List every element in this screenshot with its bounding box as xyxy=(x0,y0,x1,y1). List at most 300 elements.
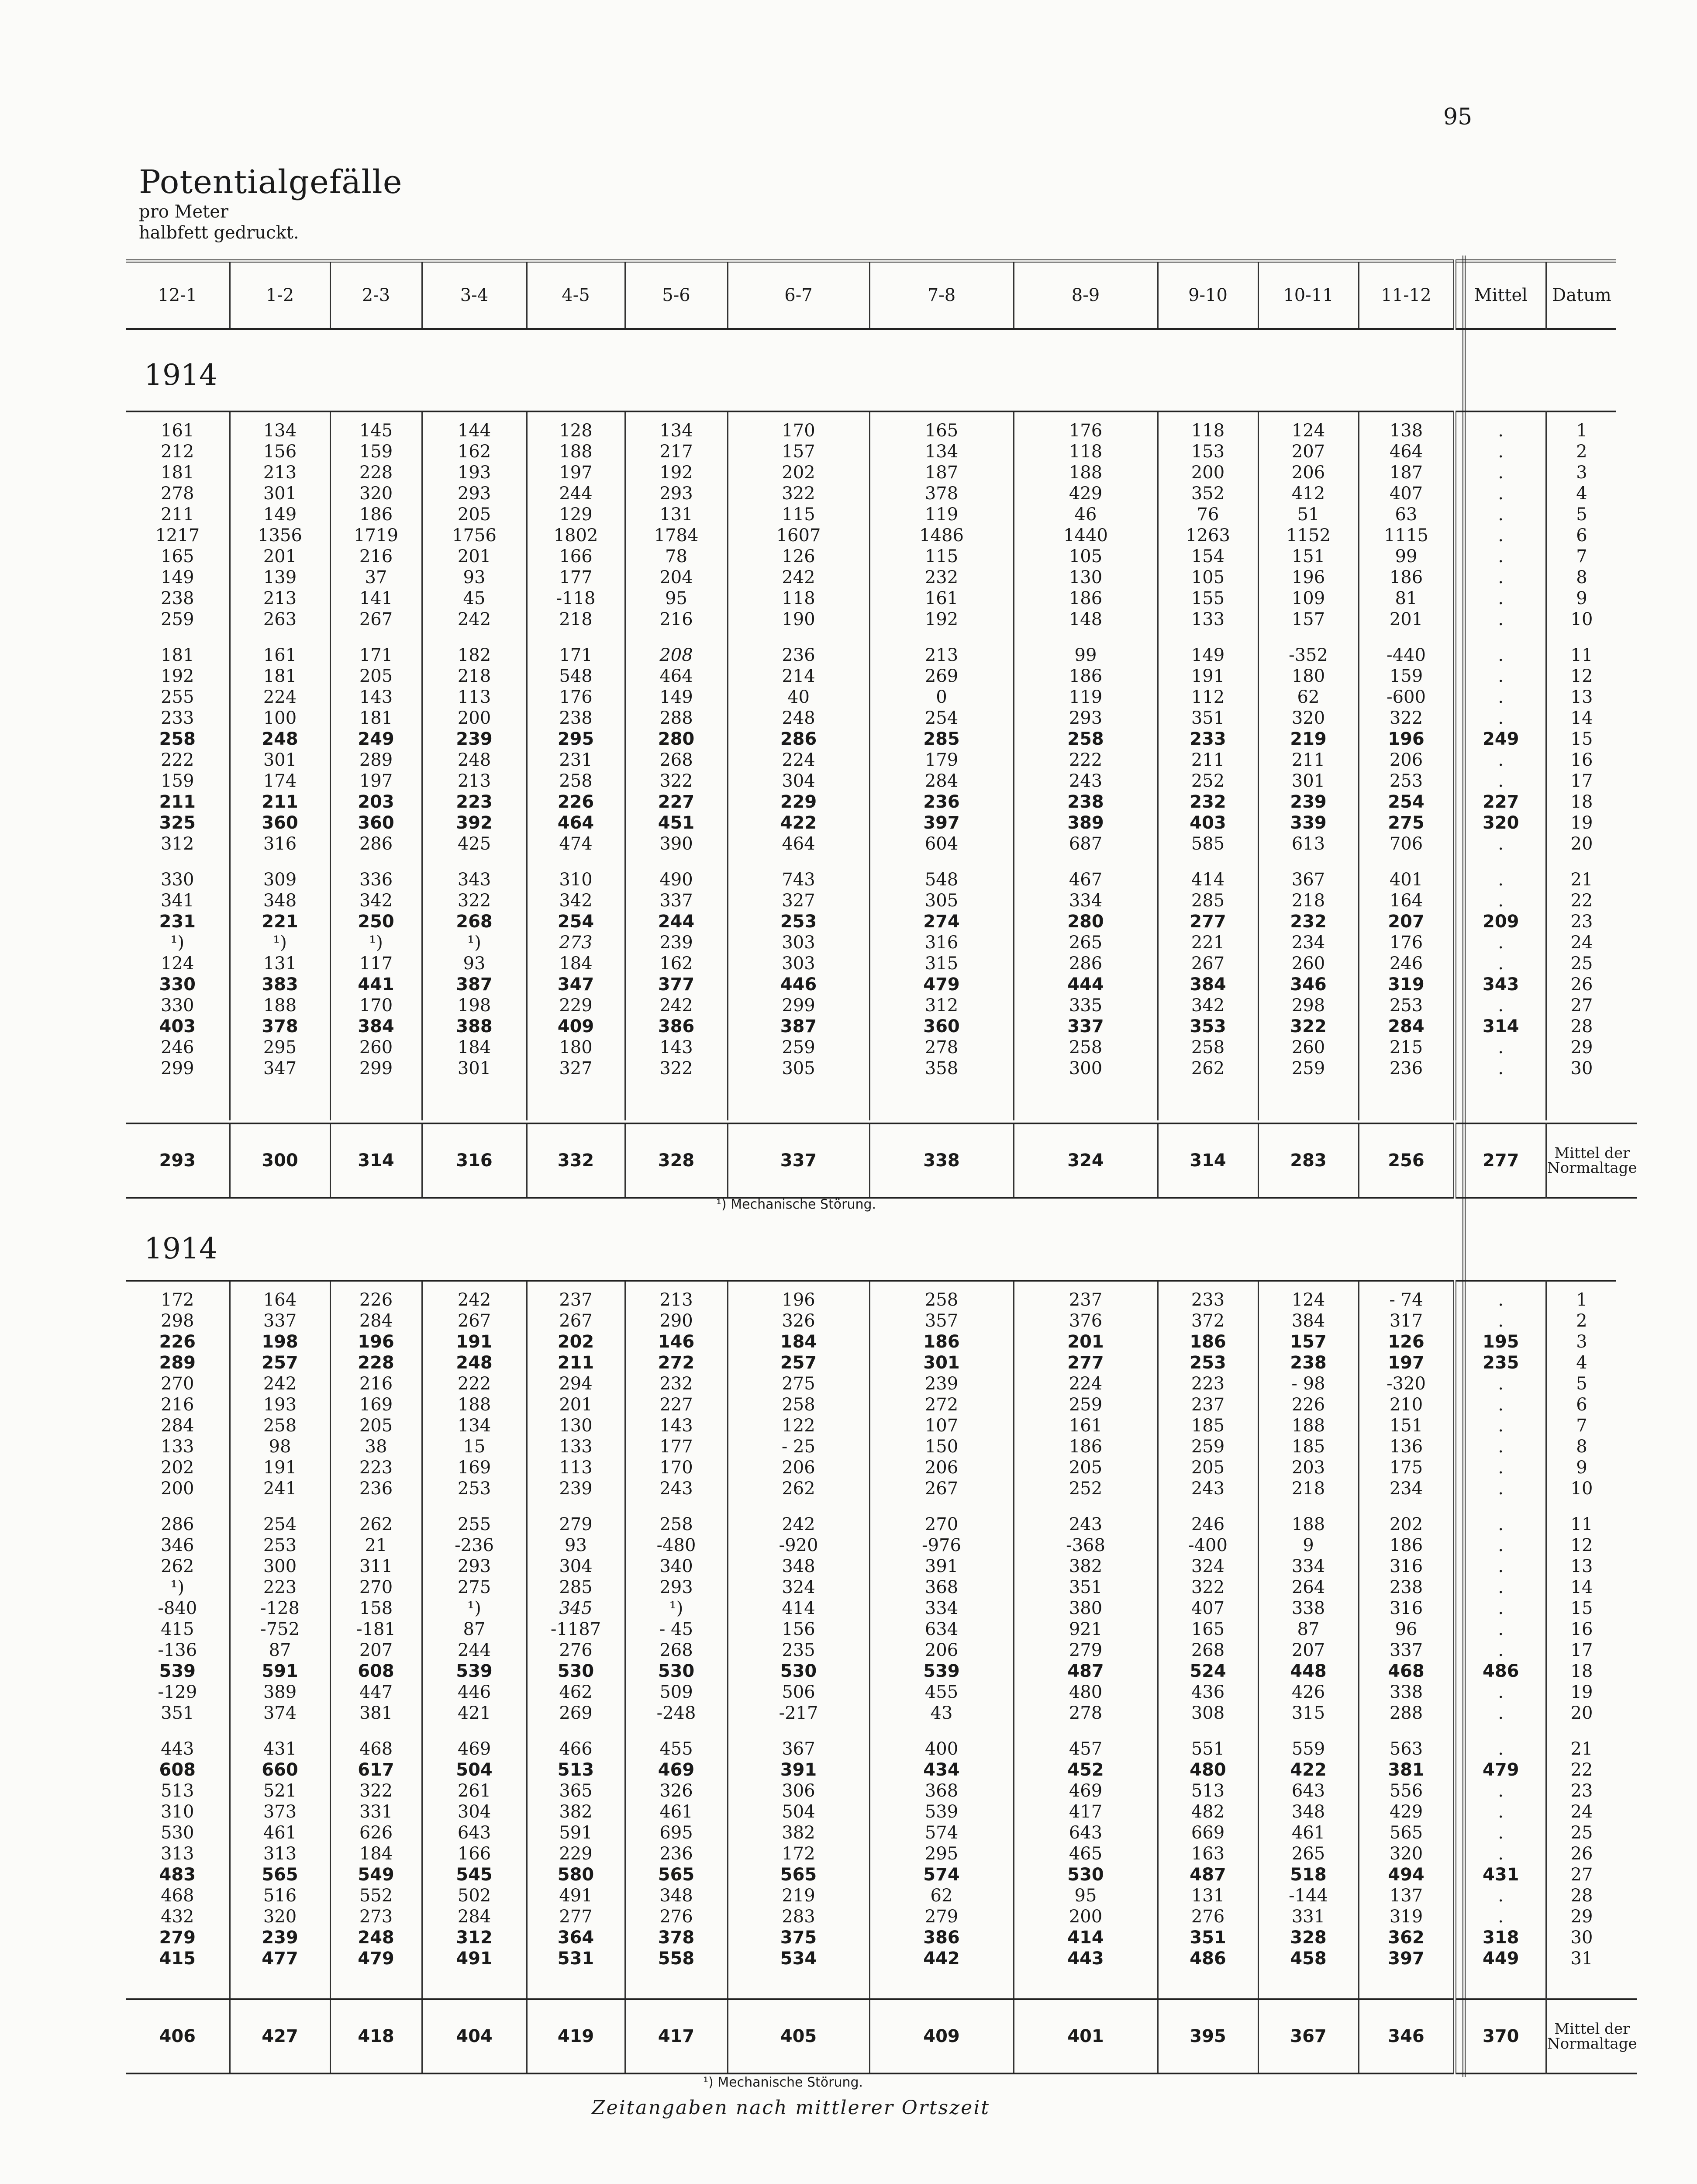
table-cell: 126 xyxy=(728,546,869,567)
table-cell: 186 xyxy=(1158,1331,1258,1352)
table-cell: 200 xyxy=(161,1479,194,1499)
table-cell: 118 xyxy=(1014,441,1158,462)
table-cell: 93 xyxy=(422,953,527,974)
table-cell: -400 xyxy=(1158,1535,1258,1556)
table-cell: -440 xyxy=(1359,645,1455,666)
table-cell: 202 xyxy=(1359,1514,1455,1535)
table-cell: 243 xyxy=(625,1478,728,1499)
table-cell: 504 xyxy=(728,1801,869,1822)
table-cell: 1802 xyxy=(527,525,625,546)
table-cell: 184 xyxy=(527,953,625,974)
table-cell: 5 xyxy=(1546,504,1616,525)
table-cell: 414 xyxy=(728,1598,869,1619)
table-cell: 144 xyxy=(422,420,527,441)
table-cell: 30 xyxy=(1546,1927,1616,1948)
page-number: 95 xyxy=(1443,104,1473,130)
table-cell: 237 xyxy=(1014,1289,1158,1310)
table-cell: 258 xyxy=(527,771,625,791)
table-cell: 337 xyxy=(625,890,728,911)
table-cell: 119 xyxy=(1014,687,1158,708)
table-cell: 348 xyxy=(1258,1801,1359,1822)
table-cell: 313 xyxy=(230,1843,330,1864)
table-cell: 179 xyxy=(869,750,1014,771)
table-cell: 216 xyxy=(330,1373,422,1394)
table-cell: 207 xyxy=(1258,1640,1359,1661)
table-cell: - 25 xyxy=(728,1436,869,1457)
table-cell: 400 xyxy=(869,1738,1014,1759)
table-cell: . xyxy=(1455,932,1546,953)
table-row xyxy=(126,1514,1616,1535)
table-cell: . xyxy=(1455,890,1546,911)
table-cell: . xyxy=(1455,546,1546,567)
table-cell: 487 xyxy=(1158,1864,1258,1885)
table-cell: . xyxy=(1455,420,1546,441)
table-cell: . xyxy=(1455,645,1546,666)
table-cell: 267 xyxy=(330,609,422,630)
table-cell: 339 xyxy=(1258,812,1359,833)
table-cell: 293 xyxy=(625,1577,728,1598)
table-cell: 233 xyxy=(161,708,194,728)
table-cell: 159 xyxy=(1359,666,1455,687)
table-cell: 580 xyxy=(527,1864,625,1885)
column-header: 2-3 xyxy=(330,261,422,329)
subtitle-line-2: halbfett gedruckt. xyxy=(139,223,299,243)
table-cell: 113 xyxy=(422,687,527,708)
table-cell: 207 xyxy=(1359,911,1455,932)
table-cell: 468 xyxy=(330,1738,422,1759)
table-cell: 348 xyxy=(625,1885,728,1906)
table-cell: 137 xyxy=(1359,1885,1455,1906)
table-cell: 386 xyxy=(625,1016,728,1037)
table-cell: 222 xyxy=(1014,750,1158,771)
table-cell: 201 xyxy=(422,546,527,567)
table-cell: 62 xyxy=(1258,687,1359,708)
table-cell: 21 xyxy=(330,1535,422,1556)
table-cell: 213 xyxy=(869,645,1014,666)
table-cell: 149 xyxy=(1158,645,1258,666)
table-row xyxy=(126,1885,1616,1906)
table-cell: 422 xyxy=(1258,1759,1359,1780)
table-cell: 325 xyxy=(159,813,196,833)
table-cell: 565 xyxy=(728,1864,869,1885)
table-cell: 197 xyxy=(1359,1352,1455,1373)
table-cell: 687 xyxy=(1014,833,1158,854)
mean-cell: 283 xyxy=(1258,1123,1359,1198)
table-cell: 446 xyxy=(422,1682,527,1703)
table-cell: 226 xyxy=(159,1332,196,1352)
table-cell: 166 xyxy=(422,1843,527,1864)
table-cell: -352 xyxy=(1258,645,1359,666)
table-cell: 136 xyxy=(1359,1436,1455,1457)
table-cell: 301 xyxy=(422,1058,527,1079)
table-cell: 181 xyxy=(161,463,194,483)
table-cell: 96 xyxy=(1359,1619,1455,1640)
table-cell: 1 xyxy=(1546,420,1616,441)
table-cell: . xyxy=(1455,771,1546,791)
table-cell: 275 xyxy=(422,1577,527,1598)
table-row xyxy=(126,504,1616,525)
table-cell: 119 xyxy=(869,504,1014,525)
table-cell: . xyxy=(1455,1906,1546,1927)
table-cell: 643 xyxy=(1014,1822,1158,1843)
table-cell: 382 xyxy=(527,1801,625,1822)
table-cell: 253 xyxy=(230,1535,330,1556)
table-cell: 198 xyxy=(422,995,527,1016)
table-cell: 278 xyxy=(161,484,194,504)
table-cell: 122 xyxy=(728,1415,869,1436)
table-cell: 1 xyxy=(1546,1289,1616,1310)
page-title: Potentialgefälle xyxy=(139,163,403,201)
table-cell: 267 xyxy=(1158,953,1258,974)
table-cell: 293 xyxy=(1014,708,1158,729)
table-cell: 212 xyxy=(161,442,194,462)
table-cell: 316 xyxy=(1359,1598,1455,1619)
table-cell: 190 xyxy=(728,609,869,630)
table-cell: 319 xyxy=(1359,1906,1455,1927)
mean-cell: 405 xyxy=(728,1999,869,2073)
mean-cell: 324 xyxy=(1014,1123,1158,1198)
table-cell: 288 xyxy=(625,708,728,729)
table-cell: 227 xyxy=(1455,791,1546,812)
table-cell: 211 xyxy=(1158,750,1258,771)
table-cell: 252 xyxy=(1014,1478,1158,1499)
table-cell: 360 xyxy=(330,812,422,833)
table-cell: 530 xyxy=(1014,1864,1158,1885)
table-cell: 387 xyxy=(422,974,527,995)
table-row xyxy=(126,1310,1616,1331)
table-cell: ¹) xyxy=(230,932,330,953)
table-cell: 270 xyxy=(869,1514,1014,1535)
table-cell: 105 xyxy=(1014,546,1158,567)
mean-cell: 417 xyxy=(625,1999,728,2073)
table-cell: 343 xyxy=(422,869,527,890)
table-cell: 200 xyxy=(1014,1906,1158,1927)
table-cell: 334 xyxy=(869,1598,1014,1619)
table-cell: 320 xyxy=(230,1906,330,1927)
table-cell: 236 xyxy=(330,1478,422,1499)
table-cell: 26 xyxy=(1546,974,1616,995)
table-cell: 301 xyxy=(1258,771,1359,791)
table-cell: 1719 xyxy=(330,525,422,546)
table-cell: 233 xyxy=(1158,1289,1258,1310)
table-cell: 201 xyxy=(230,546,330,567)
table-cell: 338 xyxy=(1359,1682,1455,1703)
table-cell: - 45 xyxy=(625,1619,728,1640)
table-cell: 626 xyxy=(330,1822,422,1843)
table-row xyxy=(126,1577,1616,1598)
table-cell: 278 xyxy=(1014,1703,1158,1724)
table-cell: 277 xyxy=(1158,911,1258,932)
table-cell: 192 xyxy=(625,462,728,483)
table-cell: 207 xyxy=(330,1640,422,1661)
table-row xyxy=(126,1703,1616,1724)
table-cell: 320 xyxy=(330,483,422,504)
table-cell: 509 xyxy=(625,1682,728,1703)
table-cell: 15 xyxy=(1546,729,1616,750)
table-cell: 273 xyxy=(527,932,625,953)
table-cell: 320 xyxy=(1359,1843,1455,1864)
table-cell: 285 xyxy=(1158,890,1258,911)
column-header: Mittel xyxy=(1455,261,1546,329)
table-cell: 412 xyxy=(1258,483,1359,504)
table-cell: 294 xyxy=(527,1373,625,1394)
table-cell: 322 xyxy=(1158,1577,1258,1598)
table-cell: 238 xyxy=(527,708,625,729)
table-cell: 312 xyxy=(422,1927,527,1948)
table-cell: 226 xyxy=(527,791,625,812)
table-cell: 278 xyxy=(869,1037,1014,1058)
table-cell: 205 xyxy=(422,504,527,525)
table-cell: 275 xyxy=(1359,812,1455,833)
table-cell: 128 xyxy=(527,420,625,441)
table-cell: 265 xyxy=(1014,932,1158,953)
table-cell: 133 xyxy=(1158,609,1258,630)
table-cell: 255 xyxy=(161,687,194,707)
table-cell: 415 xyxy=(161,1619,194,1639)
table-cell: 162 xyxy=(422,441,527,462)
table-cell: 288 xyxy=(1359,1703,1455,1724)
table-cell: 129 xyxy=(527,504,625,525)
table-cell: 337 xyxy=(1359,1640,1455,1661)
table-cell: 295 xyxy=(869,1843,1014,1864)
table-cell: 185 xyxy=(1158,1415,1258,1436)
table-cell: -480 xyxy=(625,1535,728,1556)
table-cell: 134 xyxy=(422,1415,527,1436)
table-cell: . xyxy=(1455,1598,1546,1619)
table-cell: 474 xyxy=(527,833,625,854)
table-cell: 143 xyxy=(625,1037,728,1058)
table-cell: 156 xyxy=(230,441,330,462)
table-cell: 201 xyxy=(1014,1331,1158,1352)
table-cell: -248 xyxy=(625,1703,728,1724)
table-cell: 236 xyxy=(1359,1058,1455,1079)
table-cell: -1187 xyxy=(527,1619,625,1640)
data-table-section-2 xyxy=(126,1280,1616,2011)
table-cell: 348 xyxy=(230,890,330,911)
table-cell: 351 xyxy=(1158,1927,1258,1948)
table-cell: 46 xyxy=(1014,504,1158,525)
table-cell: 3 xyxy=(1546,462,1616,483)
table-cell: 237 xyxy=(1158,1394,1258,1415)
table-cell: 381 xyxy=(1359,1759,1455,1780)
table-cell: 337 xyxy=(230,1310,330,1331)
table-cell: 157 xyxy=(728,441,869,462)
table-cell: 384 xyxy=(330,1016,422,1037)
table-cell: 384 xyxy=(1158,974,1258,995)
table-cell: 486 xyxy=(1455,1661,1546,1682)
table-cell: 322 xyxy=(728,483,869,504)
table-cell: 300 xyxy=(230,1556,330,1577)
table-cell: 229 xyxy=(527,995,625,1016)
table-row xyxy=(126,441,1616,462)
mean-row-section-1 xyxy=(126,1123,1637,1199)
table-cell: 347 xyxy=(230,1058,330,1079)
table-cell: 209 xyxy=(1455,911,1546,932)
table-cell: 530 xyxy=(527,1661,625,1682)
table-row xyxy=(126,1661,1616,1682)
table-cell: 397 xyxy=(869,812,1014,833)
table-cell: 313 xyxy=(161,1844,194,1864)
table-cell: 242 xyxy=(422,609,527,630)
table-cell: 342 xyxy=(330,890,422,911)
table-cell: 177 xyxy=(625,1436,728,1457)
table-cell: 16 xyxy=(1546,750,1616,771)
table-cell: 95 xyxy=(1014,1885,1158,1906)
table-cell: 330 xyxy=(161,995,194,1016)
table-cell: 218 xyxy=(422,666,527,687)
table-cell: 185 xyxy=(1258,1436,1359,1457)
table-cell: 259 xyxy=(1158,1436,1258,1457)
table-cell: 415 xyxy=(159,1949,196,1969)
table-cell: 285 xyxy=(527,1577,625,1598)
table-cell: 93 xyxy=(422,567,527,588)
table-cell: 191 xyxy=(230,1457,330,1478)
table-cell: 254 xyxy=(230,1514,330,1535)
table-cell: -920 xyxy=(728,1535,869,1556)
table-cell: 461 xyxy=(625,1801,728,1822)
table-cell: 643 xyxy=(422,1822,527,1843)
table-cell: 227 xyxy=(625,1394,728,1415)
table-cell: 548 xyxy=(527,666,625,687)
table-cell: 259 xyxy=(161,609,194,629)
table-row xyxy=(126,1598,1616,1619)
table-cell: 184 xyxy=(422,1037,527,1058)
table-cell: 403 xyxy=(159,1016,196,1037)
table-row xyxy=(126,1801,1616,1822)
table-cell: 284 xyxy=(422,1906,527,1927)
table-cell: 186 xyxy=(869,1331,1014,1352)
table-cell: 196 xyxy=(728,1289,869,1310)
table-cell: 312 xyxy=(161,834,194,854)
table-cell: 134 xyxy=(625,420,728,441)
column-header: 1-2 xyxy=(230,261,330,329)
mean-cell: 406 xyxy=(159,2026,196,2046)
table-cell: 206 xyxy=(869,1457,1014,1478)
table-cell: 109 xyxy=(1258,588,1359,609)
table-cell: 20 xyxy=(1546,1703,1616,1724)
table-cell: 480 xyxy=(1158,1759,1258,1780)
table-cell: 124 xyxy=(1258,1289,1359,1310)
table-cell: 40 xyxy=(728,687,869,708)
table-cell: 202 xyxy=(527,1331,625,1352)
table-cell: 465 xyxy=(1014,1843,1158,1864)
table-row xyxy=(126,1535,1616,1556)
table-cell: 299 xyxy=(330,1058,422,1079)
table-cell: 417 xyxy=(1014,1801,1158,1822)
table-cell: 280 xyxy=(625,729,728,750)
table-cell: 242 xyxy=(625,995,728,1016)
table-cell: 196 xyxy=(1258,567,1359,588)
mean-cell: 395 xyxy=(1158,1999,1258,2073)
table-cell: 249 xyxy=(330,729,422,750)
table-cell: 246 xyxy=(1158,1514,1258,1535)
table-cell: . xyxy=(1455,1037,1546,1058)
table-cell: 319 xyxy=(1359,974,1455,995)
table-cell: 87 xyxy=(230,1640,330,1661)
table-cell: 469 xyxy=(1014,1780,1158,1801)
table-cell: 1756 xyxy=(422,525,527,546)
table-cell: 322 xyxy=(1359,708,1455,729)
table-cell: . xyxy=(1455,750,1546,771)
table-cell: 192 xyxy=(161,666,194,686)
mean-cell: 338 xyxy=(869,1123,1014,1198)
table-cell: 214 xyxy=(728,666,869,687)
table-cell: 235 xyxy=(1455,1352,1546,1373)
table-cell: 706 xyxy=(1359,833,1455,854)
table-cell: 431 xyxy=(230,1738,330,1759)
table-cell: 161 xyxy=(869,588,1014,609)
table-cell: 253 xyxy=(1359,771,1455,791)
table-cell: 373 xyxy=(230,1801,330,1822)
table-cell: 238 xyxy=(161,588,194,608)
table-cell: 246 xyxy=(161,1037,194,1057)
table-cell: 342 xyxy=(527,890,625,911)
table-cell: 29 xyxy=(1546,1037,1616,1058)
table-cell: 335 xyxy=(1014,995,1158,1016)
table-cell: 486 xyxy=(1158,1948,1258,1969)
table-cell: 617 xyxy=(330,1759,422,1780)
table-cell: 28 xyxy=(1546,1885,1616,1906)
table-row xyxy=(126,1352,1616,1373)
table-cell: 162 xyxy=(625,953,728,974)
table-cell: 229 xyxy=(728,791,869,812)
table-cell: 464 xyxy=(728,833,869,854)
table-cell: 286 xyxy=(728,729,869,750)
table-cell: 238 xyxy=(1014,791,1158,812)
table-cell: 279 xyxy=(1014,1640,1158,1661)
table-cell: 176 xyxy=(1014,420,1158,441)
table-cell: 232 xyxy=(625,1373,728,1394)
table-cell: 223 xyxy=(1158,1373,1258,1394)
table-row xyxy=(126,588,1616,609)
table-cell: 293 xyxy=(422,483,527,504)
table-cell: 186 xyxy=(1359,567,1455,588)
table-cell: 25 xyxy=(1546,1822,1616,1843)
mean-cell: 256 xyxy=(1359,1123,1455,1198)
table-cell: 565 xyxy=(230,1864,330,1885)
table-cell: 669 xyxy=(1158,1822,1258,1843)
table-cell: 324 xyxy=(1158,1556,1258,1577)
column-header: 3-4 xyxy=(422,261,527,329)
table-cell: 367 xyxy=(1258,869,1359,890)
table-row xyxy=(126,525,1616,546)
table-cell: 464 xyxy=(625,666,728,687)
table-cell: 193 xyxy=(422,462,527,483)
table-cell: 171 xyxy=(330,645,422,666)
table-cell: 229 xyxy=(527,1843,625,1864)
table-cell: 153 xyxy=(1158,441,1258,462)
table-row xyxy=(126,1738,1616,1759)
table-cell: 384 xyxy=(1258,1310,1359,1331)
table-cell: 269 xyxy=(869,666,1014,687)
table-cell: 326 xyxy=(728,1310,869,1331)
table-cell: 219 xyxy=(1258,729,1359,750)
table-cell: -840 xyxy=(158,1598,197,1618)
table-cell: 443 xyxy=(161,1739,194,1759)
table-cell: 239 xyxy=(1258,791,1359,812)
table-cell: 196 xyxy=(330,1331,422,1352)
table-cell: 248 xyxy=(330,1927,422,1948)
table-cell: 293 xyxy=(422,1556,527,1577)
table-cell: 548 xyxy=(869,869,1014,890)
table-cell: 201 xyxy=(527,1394,625,1415)
table-row xyxy=(126,1927,1616,1948)
table-cell: 357 xyxy=(869,1310,1014,1331)
table-cell: 211 xyxy=(230,791,330,812)
table-cell: 352 xyxy=(1158,483,1258,504)
table-cell: 222 xyxy=(422,1373,527,1394)
table-cell: 407 xyxy=(1359,483,1455,504)
